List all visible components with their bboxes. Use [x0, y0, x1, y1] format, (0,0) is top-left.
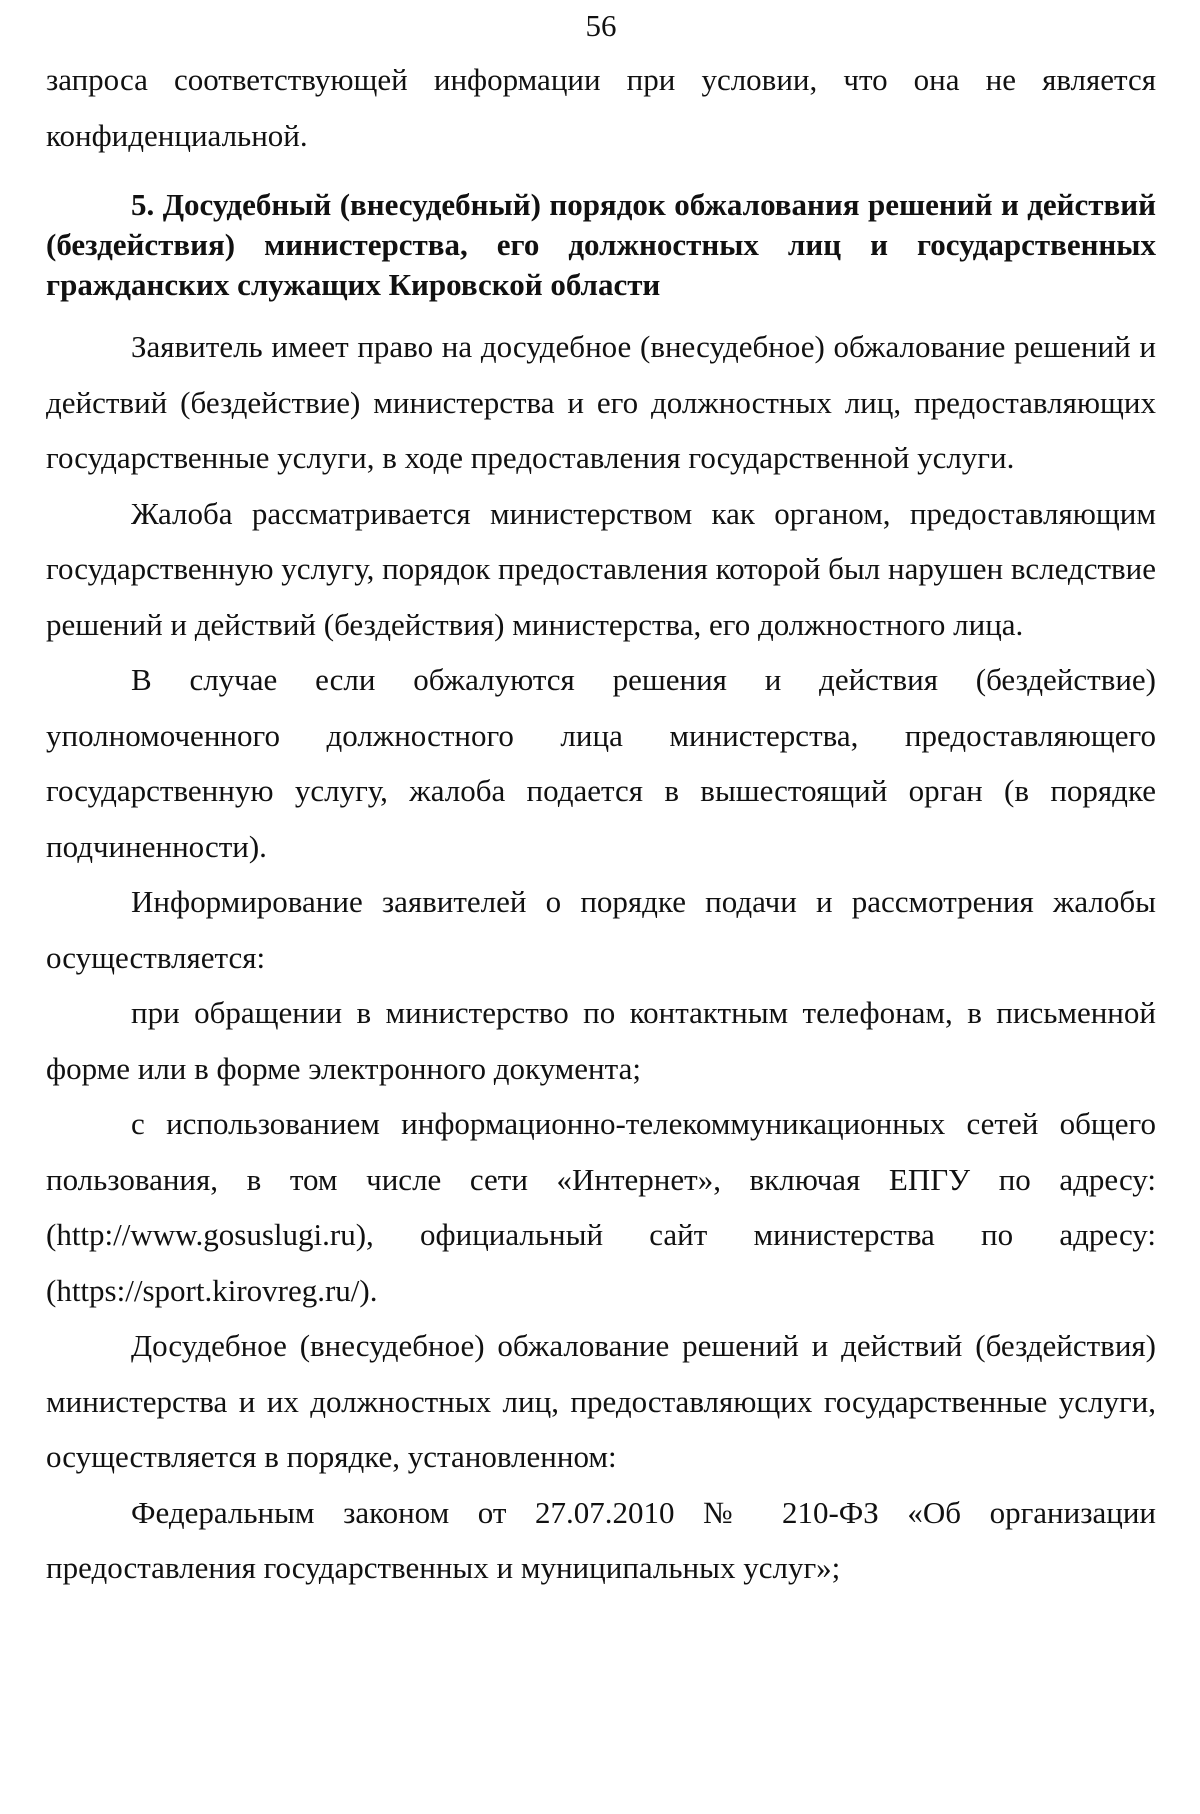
document-page [46, 0, 1156, 1814]
paragraph-contact-phones: при обращении в министерство по контактным телефонам, в письменной форме или в форме электронного документа; [46, 995, 1156, 1086]
page-number: 56 [585, 8, 617, 43]
paragraph-pretrial-order: Досудебное (внесудебное) обжалование решений и действий (бездействия) министерства и их должностных лиц, предоставляющих государственные услуги, осуществляется в порядке, установленном: [46, 1328, 1156, 1474]
paragraph-informing: Информирование заявителей о порядке подачи и рассмотрения жалобы осуществляется: [46, 884, 1156, 975]
document-body [46, 52, 1156, 1596]
paragraph-internet: с использованием информационно-телекоммуникационных сетей общего пользования, в том числе сети «Интернет», включая ЕПГУ по адресу: (http://www.gosuslugi.ru), официальный сайт министерства по адресу: (https://sport.kirovreg.ru/). [46, 1106, 1156, 1308]
paragraph-superior-body: В случае если обжалуются решения и действия (бездействие) уполномоченного должностного лица министерства, предоставляющего государственную услугу, жалоба подается в вышестоящий орган (в порядке подчиненности). [46, 662, 1156, 864]
paragraph-complaint-review: Жалоба рассматривается министерством как органом, предоставляющим государственную услугу, порядок предоставления которой был нарушен вследствие решений и действий (бездействия) министерства, его должностного лица. [46, 495, 1156, 642]
paragraph-continuation: запроса соответствующей информации при условии, что она не является конфиденциальной. [46, 62, 1156, 153]
paragraph-federal-law: Федеральным законом от 27.07.2010 № 210-ФЗ «Об организации предоставления государственных и муниципальных услуг»; [46, 1494, 1156, 1585]
paragraph-appeal-right: Заявитель имеет право на досудебное (внесудебное) обжалование решений и действий (бездействие) министерства и его должностных лиц, предоставляющих государственные услуги, в ходе предоставления государственной услуги. [46, 329, 1156, 475]
section-heading: 5. Досудебный (внесудебный) порядок обжалования решений и действий (бездействия) министерства, его должностных лиц и государственных гражданских служащих Кировской области [46, 187, 1156, 302]
